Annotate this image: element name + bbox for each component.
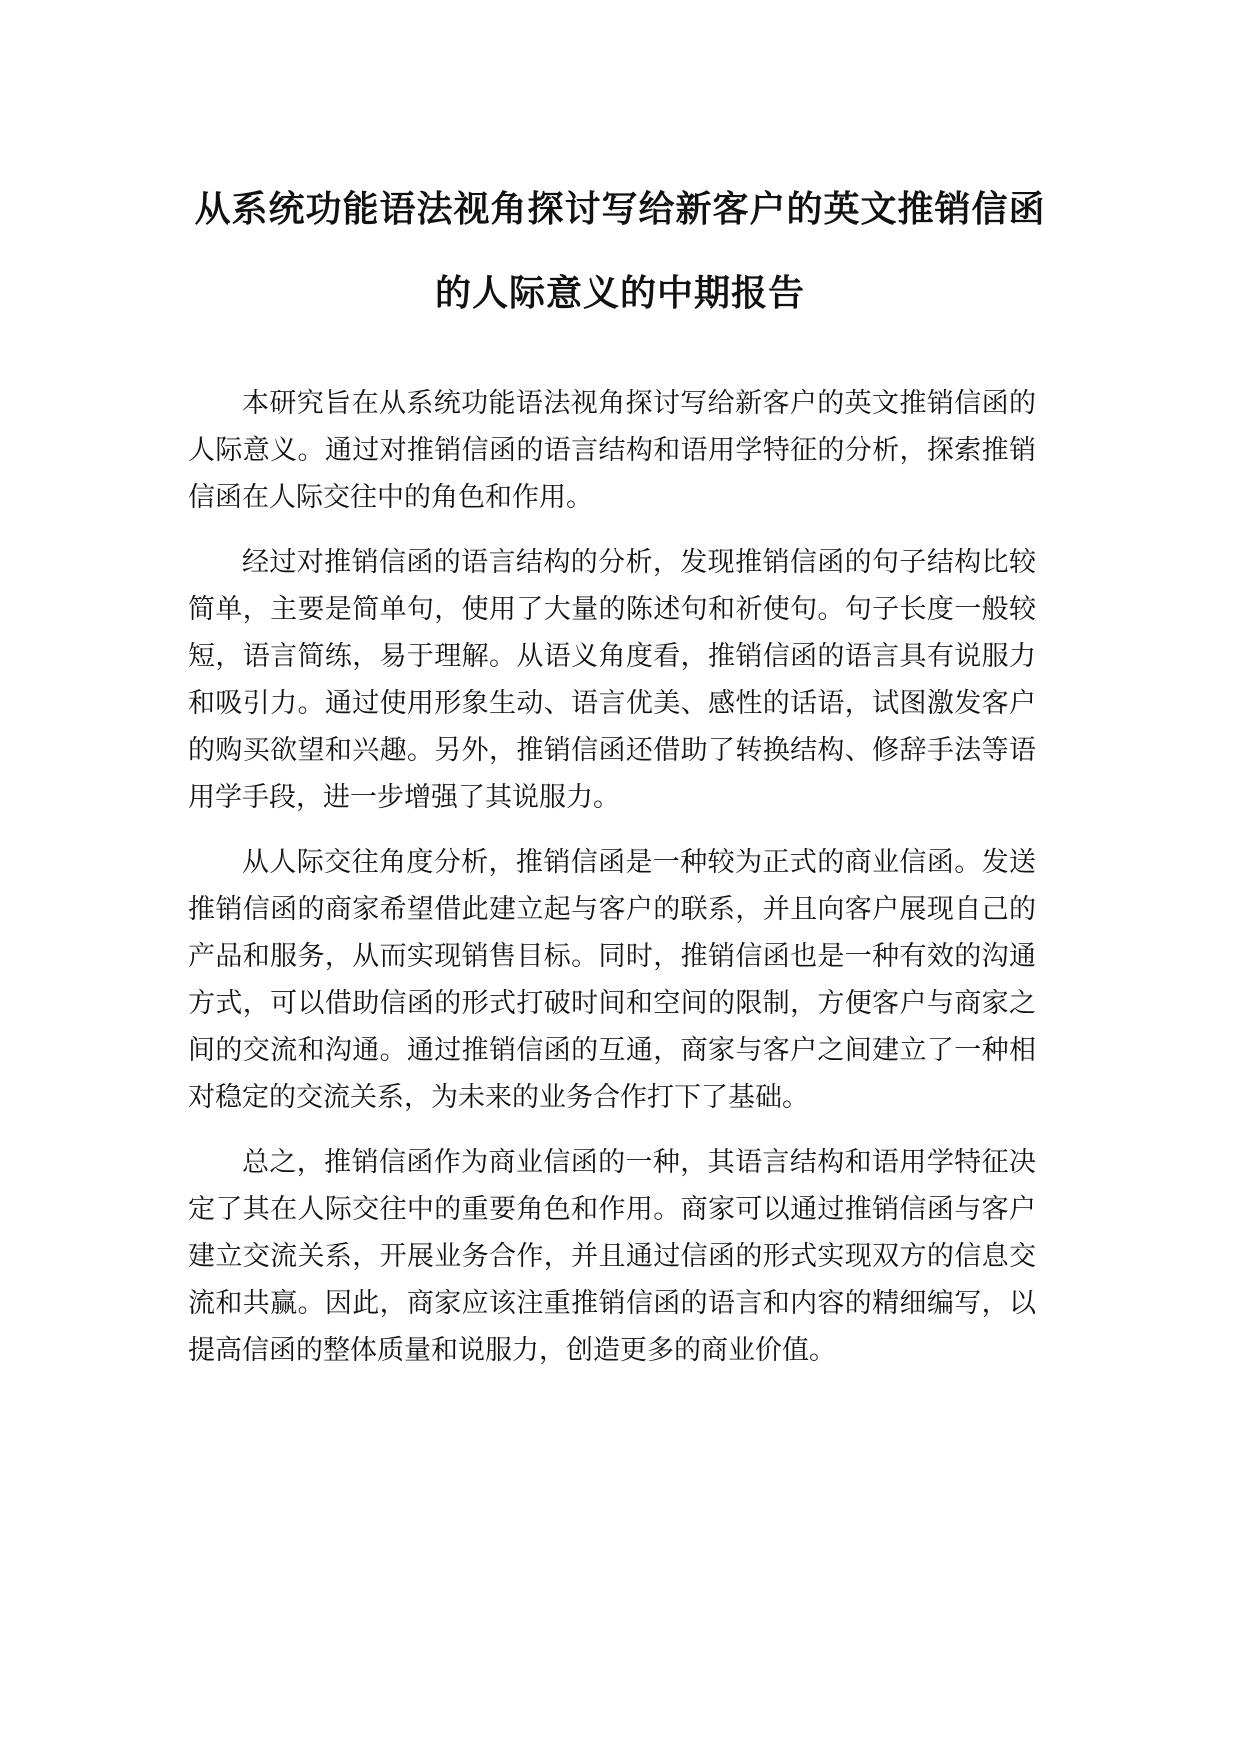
document-body [188, 380, 1036, 1392]
paragraph-1: 本研究旨在从系统功能语法视角探讨写给新客户的英文推销信函的人际意义。通过对推销信函的语言结构和语用学特征的分析，探索推销信函在人际交往中的角色和作用。 [188, 388, 1036, 513]
paragraph-3: 从人际交往角度分析，推销信函是一种较为正式的商业信函。发送推销信函的商家希望借此建立起与客户的联系，并且向客户展现自己的产品和服务，从而实现销售目标。同时，推销信函也是一种有效的沟通方式，可以借助信函的形式打破时间和空间的限制，方便客户与商家之间的交流和沟通。通过推销信函的互通，商家与客户之间建立了一种相对稳定的交流关系，为未来的业务合作打下了基础。 [188, 847, 1036, 1113]
paragraph-2: 经过对推销信函的语言结构的分析，发现推销信函的句子结构比较简单，主要是简单句，使用了大量的陈述句和祈使句。句子长度一般较短，语言简练，易于理解。从语义角度看，推销信函的语言具有说服力和吸引力。通过使用形象生动、语言优美、感性的话语，试图激发客户的购买欲望和兴趣。另外，推销信函还借助了转换结构、修辞手法等语用学手段，进一步增强了其说服力。 [188, 547, 1036, 813]
document-title: 从系统功能语法视角探讨写给新客户的英文推销信函的人际意义的中期报告 [194, 189, 1046, 314]
paragraph-4: 总之，推销信函作为商业信函的一种，其语言结构和语用学特征决定了其在人际交往中的重要角色和作用。商家可以通过推销信函与客户建立交流关系，开展业务合作，并且通过信函的形式实现双方的信息交流和共赢。因此，商家应该注重推销信函的语言和内容的精细编写，以提高信函的整体质量和说服力，创造更多的商业价值。 [188, 1147, 1036, 1366]
